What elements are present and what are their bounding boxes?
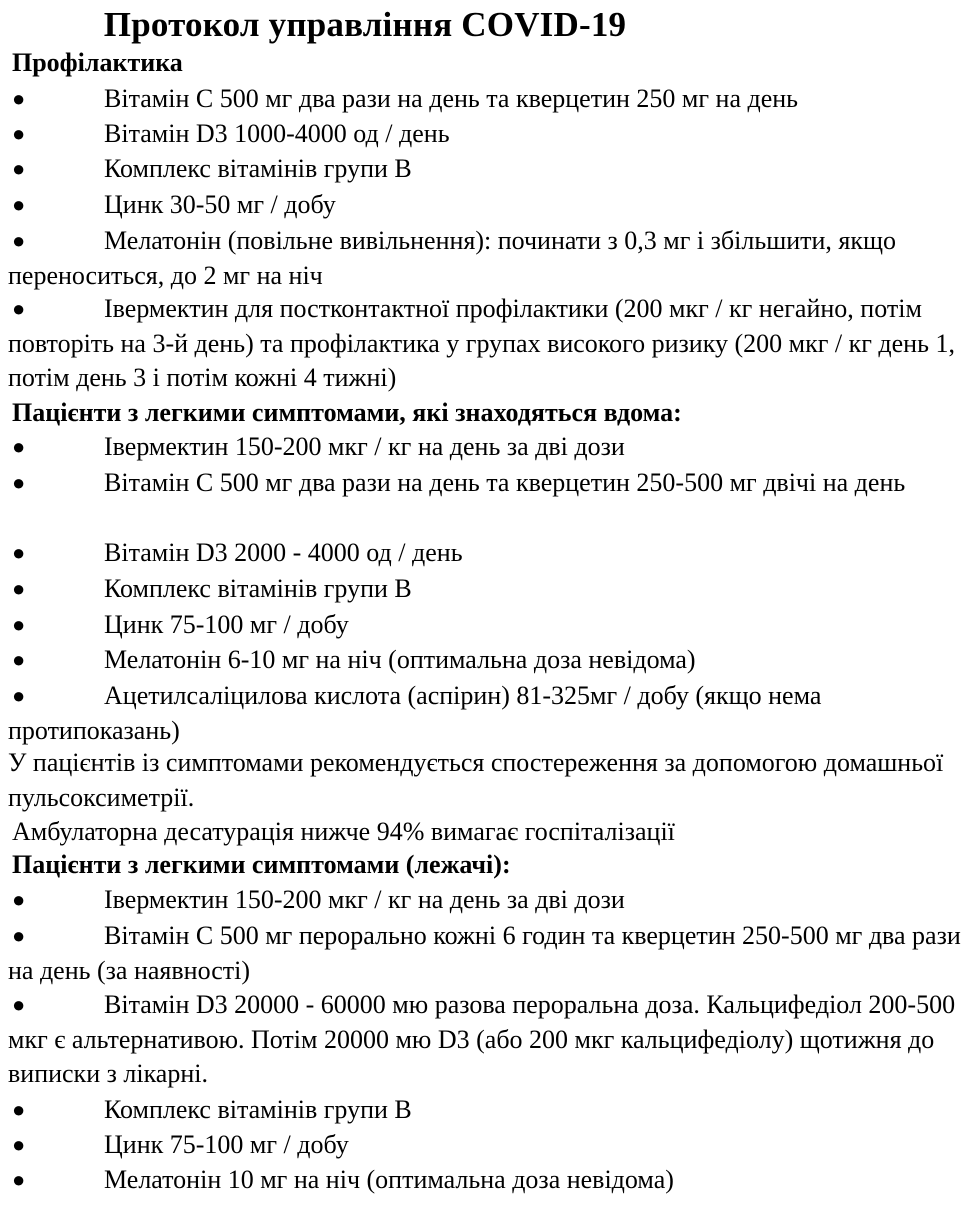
list-item-text: Івермектин 150-200 мкг / кг на день за дві дози [104, 432, 625, 461]
list-item [8, 1128, 970, 1163]
bullet-icon: ● [12, 992, 26, 1017]
list-item-text: Цинк 30-50 мг / добу [104, 190, 336, 219]
bullet-icon: ● [12, 86, 26, 111]
bullet-icon: ● [12, 683, 26, 708]
list-item [8, 466, 970, 501]
section-heading-mild-home: Пацієнти з легкими симптомами, які знаходяться вдома: [12, 398, 682, 427]
bullet-icon: ● [12, 192, 26, 217]
bullet-icon: ● [12, 434, 26, 459]
list-item [8, 1163, 970, 1198]
list-item-text: Івермектин для постконтактної профілактики (200 мкг / кг негайно, потім повторіть на 3-й день) та профілактика у групах високого ризику (200 мкг / кг день 1, потім день 3 і потім кожні 4 тижні) [8, 294, 955, 392]
list-item-text: Мелатонін 10 мг на ніч (оптимальна доза невідома) [104, 1165, 674, 1194]
list-item-text: Вітамін С 500 мг два рази на день та кверцетин 250 мг на день [104, 84, 799, 113]
bullet-icon: ● [12, 540, 26, 565]
bullet-icon: ● [12, 923, 26, 948]
list-item-text: Вітамін D3 1000-4000 од / день [104, 119, 450, 148]
bullet-icon: ● [12, 156, 26, 181]
bullet-icon: ● [12, 121, 26, 146]
list-item-text: Ацетилсаліцилова кислота (аспірин) 81-325мг / добу (якщо нема протипоказань) [8, 681, 822, 745]
bullet-icon: ● [12, 1132, 26, 1157]
page-title: Протокол управління COVID-19 [103, 5, 627, 44]
list-item [8, 117, 970, 152]
list-item [8, 188, 970, 223]
list-item [8, 152, 970, 187]
bullet-icon: ● [12, 470, 26, 495]
bullet-icon: ● [12, 296, 26, 321]
list-item [8, 988, 970, 1092]
list-item [8, 679, 970, 748]
list-item-text: Вітамін С 500 мг перорально кожні 6 годин та кверцетин 250-500 мг два рази на день (за наявності) [8, 921, 961, 985]
bullet-icon: ● [12, 576, 26, 601]
bullet-icon: ● [12, 1167, 26, 1192]
list-item-text: Комплекс вітамінів групи B [104, 574, 412, 603]
list-item [8, 643, 970, 678]
list-item [8, 292, 970, 396]
section-heading-mild-bedridden: Пацієнти з легкими симптомами (лежачі): [12, 850, 511, 879]
list-item-text: Мелатонін 6-10 мг на ніч (оптимальна доза невідома) [104, 645, 696, 674]
list-item [8, 224, 970, 293]
bullet-icon: ● [12, 887, 26, 912]
bullet-icon: ● [12, 1097, 26, 1122]
list-item-text: Комплекс вітамінів групи B [104, 154, 412, 183]
bullet-icon: ● [12, 612, 26, 637]
list-item-text: Мелатонін (повільне вивільнення): починати з 0,3 мг і збільшити, якщо переноситься, до 2 мг на ніч [8, 226, 897, 290]
list-item-text: Цинк 75-100 мг / добу [104, 1130, 349, 1159]
bullet-icon: ● [12, 228, 26, 253]
list-item [8, 919, 970, 988]
list-item [8, 430, 970, 465]
list-item [8, 1093, 970, 1128]
list-item [8, 883, 970, 918]
section-heading-prophylaxis: Профілактика [12, 48, 183, 77]
list-item [8, 572, 970, 607]
list-item [8, 82, 970, 117]
list-item-text: Івермектин 150-200 мкг / кг на день за дві дози [104, 885, 625, 914]
list-item [8, 536, 970, 571]
list-item-text: Вітамін С 500 мг два рази на день та кверцетин 250-500 мг двічі на день [104, 468, 906, 497]
list-item-text: Цинк 75-100 мг / добу [104, 610, 349, 639]
list-item-text: Вітамін D3 20000 - 60000 мю разова пероральна доза. Кальцифедіол 200-500 мкг є альтернативою. Потім 20000 мю D3 (або 200 мкг кальцифедіолу) щотижня до виписки з лікарні. [8, 990, 956, 1088]
monitoring-note: У пацієнтів із симптомами рекомендується спостереження за допомогою домашньої пульсоксиметрії. [8, 748, 944, 812]
bullet-icon: ● [12, 647, 26, 672]
list-item-text: Комплекс вітамінів групи B [104, 1095, 412, 1124]
list-item-text: Вітамін D3 2000 - 4000 од / день [104, 538, 463, 567]
hospitalization-note: Амбулаторна десатурація нижче 94% вимагає госпіталізації [12, 817, 675, 846]
list-item [8, 608, 970, 643]
